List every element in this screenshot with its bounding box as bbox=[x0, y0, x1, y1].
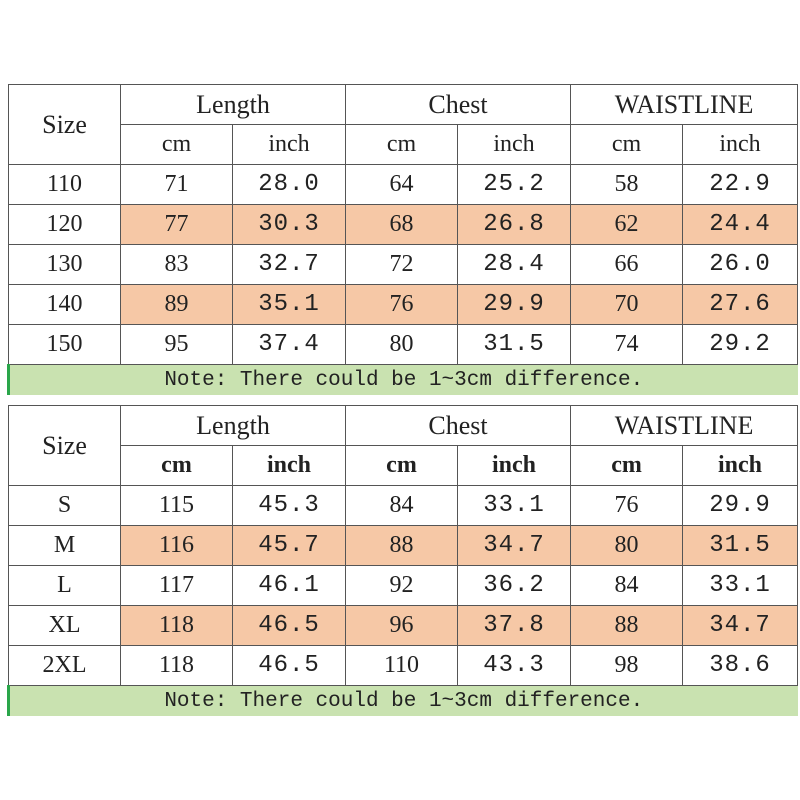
value-cell: 24.4 bbox=[683, 205, 798, 245]
value-cell: 46.5 bbox=[233, 646, 346, 686]
value-cell: 116 bbox=[121, 526, 233, 566]
length-header: Length bbox=[121, 406, 346, 446]
chest-header: Chest bbox=[346, 406, 571, 446]
unit-cm: cm bbox=[571, 125, 683, 165]
size-table-kids bbox=[7, 84, 798, 395]
value-cell: 84 bbox=[346, 486, 458, 526]
chest-header: Chest bbox=[346, 85, 571, 125]
unit-inch: inch bbox=[458, 446, 571, 486]
value-cell: 98 bbox=[571, 646, 683, 686]
unit-cm: cm bbox=[571, 446, 683, 486]
value-cell: 31.5 bbox=[458, 325, 571, 365]
unit-inch: inch bbox=[458, 125, 571, 165]
value-cell: 30.3 bbox=[233, 205, 346, 245]
unit-header-row bbox=[9, 125, 798, 165]
value-cell: 27.6 bbox=[683, 285, 798, 325]
value-cell: 83 bbox=[121, 245, 233, 285]
unit-inch: inch bbox=[233, 446, 346, 486]
unit-cm: cm bbox=[121, 125, 233, 165]
unit-cm: cm bbox=[346, 446, 458, 486]
value-cell: 76 bbox=[571, 486, 683, 526]
size-cell: 2XL bbox=[9, 646, 121, 686]
value-cell: 26.0 bbox=[683, 245, 798, 285]
value-cell: 37.8 bbox=[458, 606, 571, 646]
difference-note: Note: There could be 1~3cm difference. bbox=[9, 365, 798, 396]
value-cell: 29.9 bbox=[458, 285, 571, 325]
size-cell: 120 bbox=[9, 205, 121, 245]
value-cell: 22.9 bbox=[683, 165, 798, 205]
value-cell: 76 bbox=[346, 285, 458, 325]
value-cell: 33.1 bbox=[683, 566, 798, 606]
size-cell: 130 bbox=[9, 245, 121, 285]
value-cell: 80 bbox=[571, 526, 683, 566]
value-cell: 118 bbox=[121, 606, 233, 646]
value-cell: 29.9 bbox=[683, 486, 798, 526]
unit-inch: inch bbox=[233, 125, 346, 165]
table-row bbox=[9, 285, 798, 325]
size-cell: XL bbox=[9, 606, 121, 646]
table-row bbox=[9, 486, 798, 526]
value-cell: 43.3 bbox=[458, 646, 571, 686]
value-cell: 34.7 bbox=[683, 606, 798, 646]
size-cell: 140 bbox=[9, 285, 121, 325]
value-cell: 58 bbox=[571, 165, 683, 205]
size-header: Size bbox=[9, 406, 121, 486]
value-cell: 84 bbox=[571, 566, 683, 606]
waistline-header: WAISTLINE bbox=[571, 85, 798, 125]
table-row bbox=[9, 606, 798, 646]
size-cell: S bbox=[9, 486, 121, 526]
value-cell: 96 bbox=[346, 606, 458, 646]
value-cell: 117 bbox=[121, 566, 233, 606]
value-cell: 72 bbox=[346, 245, 458, 285]
value-cell: 26.8 bbox=[458, 205, 571, 245]
value-cell: 66 bbox=[571, 245, 683, 285]
unit-inch: inch bbox=[683, 125, 798, 165]
value-cell: 34.7 bbox=[458, 526, 571, 566]
value-cell: 71 bbox=[121, 165, 233, 205]
size-cell: L bbox=[9, 566, 121, 606]
value-cell: 38.6 bbox=[683, 646, 798, 686]
value-cell: 28.4 bbox=[458, 245, 571, 285]
table-row bbox=[9, 526, 798, 566]
size-cell: 110 bbox=[9, 165, 121, 205]
unit-cm: cm bbox=[346, 125, 458, 165]
value-cell: 88 bbox=[346, 526, 458, 566]
value-cell: 88 bbox=[571, 606, 683, 646]
value-cell: 70 bbox=[571, 285, 683, 325]
difference-note: Note: There could be 1~3cm difference. bbox=[9, 686, 798, 717]
length-header: Length bbox=[121, 85, 346, 125]
value-cell: 46.1 bbox=[233, 566, 346, 606]
value-cell: 29.2 bbox=[683, 325, 798, 365]
value-cell: 95 bbox=[121, 325, 233, 365]
table-row bbox=[9, 165, 798, 205]
value-cell: 89 bbox=[121, 285, 233, 325]
value-cell: 115 bbox=[121, 486, 233, 526]
group-header-row bbox=[9, 85, 798, 125]
note-row bbox=[9, 365, 798, 396]
value-cell: 25.2 bbox=[458, 165, 571, 205]
value-cell: 92 bbox=[346, 566, 458, 606]
table-row bbox=[9, 325, 798, 365]
value-cell: 37.4 bbox=[233, 325, 346, 365]
table-row bbox=[9, 205, 798, 245]
note-row bbox=[9, 686, 798, 717]
value-cell: 32.7 bbox=[233, 245, 346, 285]
value-cell: 74 bbox=[571, 325, 683, 365]
value-cell: 46.5 bbox=[233, 606, 346, 646]
group-header-row bbox=[9, 406, 798, 446]
value-cell: 64 bbox=[346, 165, 458, 205]
table-row bbox=[9, 245, 798, 285]
size-table-adult bbox=[7, 405, 798, 716]
size-cell: 150 bbox=[9, 325, 121, 365]
value-cell: 31.5 bbox=[683, 526, 798, 566]
value-cell: 33.1 bbox=[458, 486, 571, 526]
table-row bbox=[9, 566, 798, 606]
value-cell: 118 bbox=[121, 646, 233, 686]
value-cell: 35.1 bbox=[233, 285, 346, 325]
table-row bbox=[9, 646, 798, 686]
size-cell: M bbox=[9, 526, 121, 566]
value-cell: 80 bbox=[346, 325, 458, 365]
value-cell: 45.3 bbox=[233, 486, 346, 526]
value-cell: 28.0 bbox=[233, 165, 346, 205]
unit-cm: cm bbox=[121, 446, 233, 486]
value-cell: 45.7 bbox=[233, 526, 346, 566]
unit-header-row bbox=[9, 446, 798, 486]
value-cell: 36.2 bbox=[458, 566, 571, 606]
value-cell: 68 bbox=[346, 205, 458, 245]
value-cell: 110 bbox=[346, 646, 458, 686]
size-header: Size bbox=[9, 85, 121, 165]
unit-inch: inch bbox=[683, 446, 798, 486]
value-cell: 77 bbox=[121, 205, 233, 245]
waistline-header: WAISTLINE bbox=[571, 406, 798, 446]
value-cell: 62 bbox=[571, 205, 683, 245]
